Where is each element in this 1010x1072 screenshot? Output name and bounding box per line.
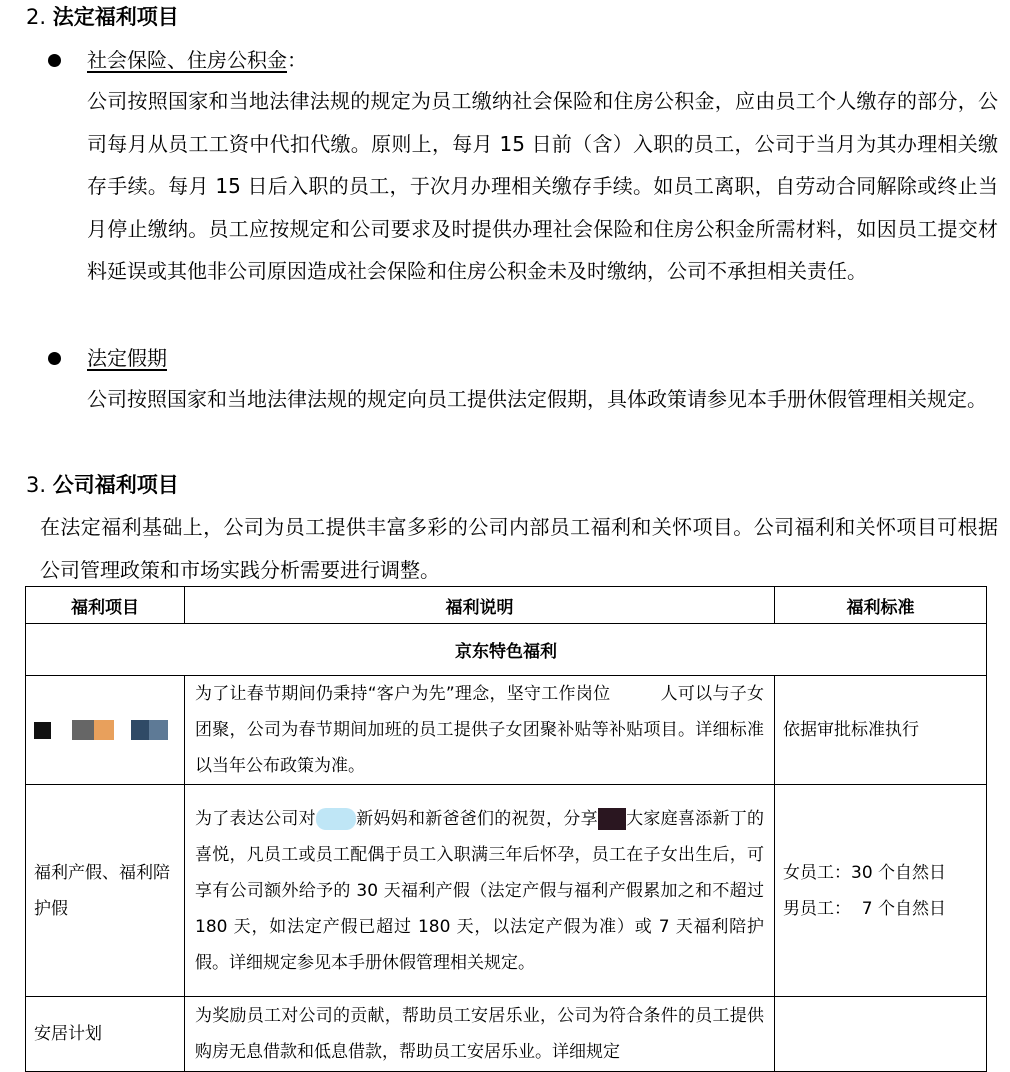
description-text: 为了表达公司对 (195, 808, 316, 829)
colon: ： (287, 48, 307, 72)
benefits-table (25, 586, 987, 1072)
standard-cell (775, 785, 987, 997)
section-3-intro: 在法定福利基础上，公司为员工提供丰富多彩的公司内部员工福利和关怀项目。公司福利和关怀项目可根据公司管理政策和市场实践分析需要进行调整。 (40, 515, 998, 582)
standard-cell (775, 997, 987, 1072)
bullet-title-social-insurance (87, 45, 307, 75)
standard-cell: 依据审批标准执行 (775, 676, 987, 785)
bullet-dot (48, 352, 61, 365)
redaction-block (149, 720, 168, 740)
description-text: 为了让春节期间仍秉持“客户为先”理念，坚守工作岗位 (195, 684, 611, 704)
social-insurance-title: 社会保险、住房公积金 (87, 48, 287, 72)
redaction-blob (316, 808, 356, 830)
item-cell: 福利产假、福利陪护假 (26, 785, 185, 997)
group-title: 京东特色福利 (26, 624, 987, 676)
section-3-heading (26, 470, 179, 500)
description-text: 人可以与子女团聚，公司为春节期间加班的员工提供子女团聚补贴等补贴项目。详细标准以当年公布政策为准。 (195, 684, 764, 776)
redaction-block (72, 720, 94, 740)
description-text: 新妈妈和新爸爸们的祝贺，分享 (355, 808, 598, 829)
description-cell (185, 676, 775, 785)
table-row (26, 785, 987, 997)
section-title: 公司福利项目 (52, 473, 179, 497)
bullet-title-statutory-holiday: 法定假期 (87, 346, 167, 370)
description-text: 大家庭喜添新丁的喜悦，凡员工或员工配偶于员工入职满三年后怀孕，员工在子女出生后，可享有公司额外给予的 30 天福利产假（法定产假与福利产假累加之和不超过 180 天，如法定产假已超过 180 天，以法定产假为准）或 7 天福利陪护假。详细规定参见本手册休假管理相关规定。 (195, 808, 765, 973)
statutory-holiday-paragraph: 公司按照国家和当地法律法规的规定向员工提供法定假期，具体政策请参见本手册休假管理相关规定。 (87, 387, 987, 411)
header-standard: 福利标准 (775, 587, 987, 624)
table-row (26, 676, 987, 785)
social-insurance-paragraph: 公司按照国家和当地法律法规的规定为员工缴纳社会保险和住房公积金，应由员工个人缴存的部分，公司每月从员工工资中代扣代缴。原则上，每月 15 日前（含）入职的员工，公司于当月为其办理相关缴存手续。每月 15 日后入职的员工，于次月办理相关缴存手续。如员工离职，自劳动合同解除或终止当月停止缴纳。员工应按规定和公司要求及时提供办理社会保险和住房公积金所需材料，如因员工提交材料延误或其他非公司原因造成社会保险和住房公积金未及时缴纳，公司不承担相关责任。 (87, 89, 998, 283)
section-number: 3. (26, 473, 47, 497)
group-row (26, 624, 987, 676)
section-title: 法定福利项目 (52, 5, 179, 29)
item-cell: 安居计划 (26, 997, 185, 1072)
redaction-block (94, 720, 114, 740)
standard-female: 女员工：30 个自然日 (783, 862, 947, 883)
bullet-dot (48, 54, 61, 67)
section-2-heading (26, 2, 179, 32)
header-description: 福利说明 (185, 587, 775, 624)
standard-male: 男员工： 7 个自然日 (783, 898, 947, 919)
table-header-row (26, 587, 987, 624)
description-cell (185, 785, 775, 997)
redaction-blob (598, 808, 626, 830)
header-item: 福利项目 (26, 587, 185, 624)
table-row (26, 997, 987, 1072)
description-cell: 为奖励员工对公司的贡献，帮助员工安居乐业，公司为符合条件的员工提供购房无息借款和低息借款，帮助员工安居乐业。详细规定 (185, 997, 775, 1072)
redaction-block (34, 722, 51, 739)
redaction-block (131, 720, 149, 740)
section-number: 2. (26, 5, 47, 29)
redacted-item-cell (26, 676, 185, 785)
